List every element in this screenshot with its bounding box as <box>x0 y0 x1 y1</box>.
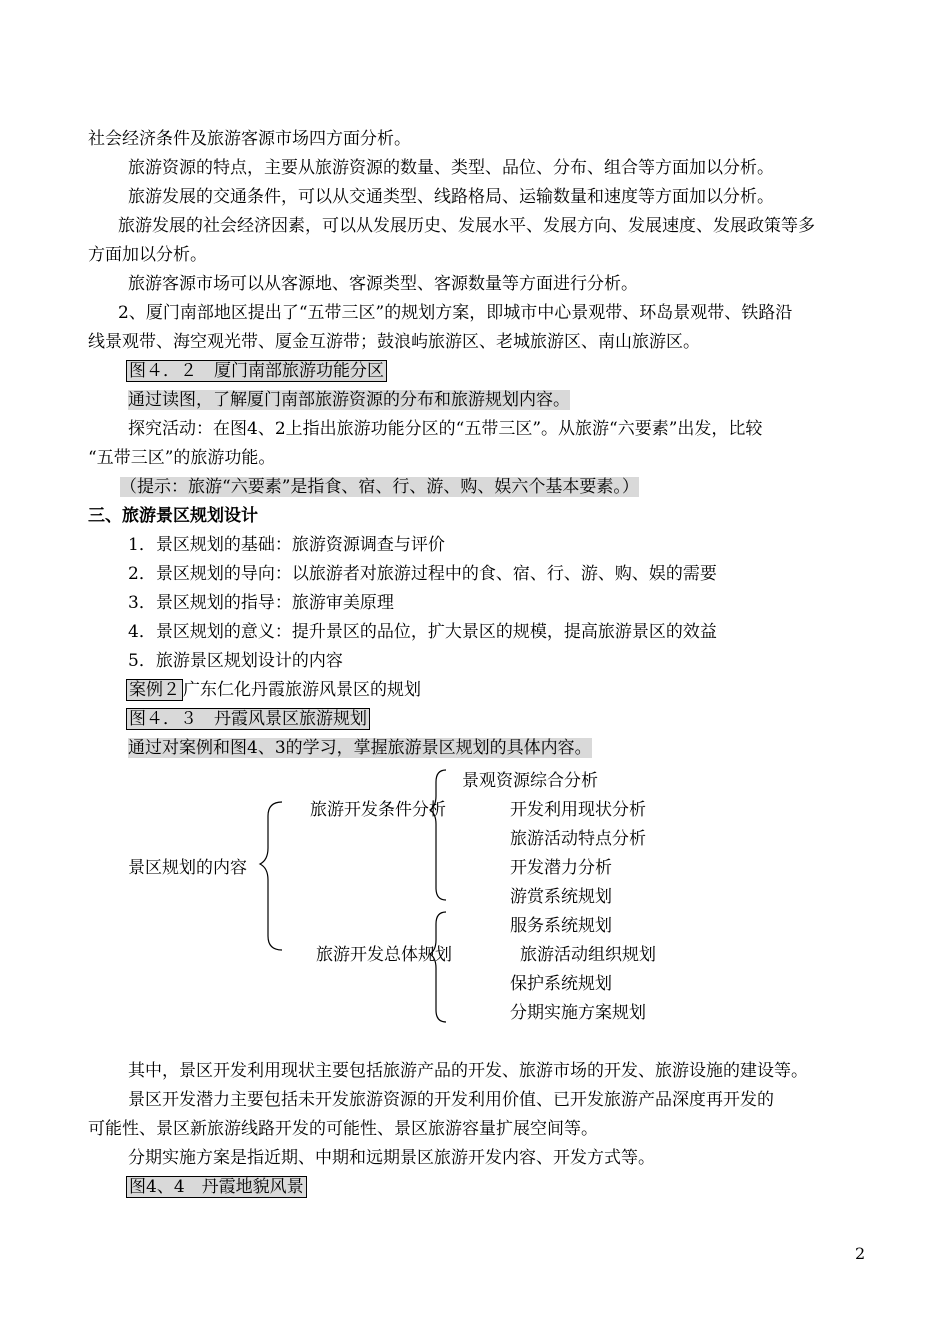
list-item: 2．景区规划的导向：以旅游者对旅游过程中的食、宿、行、游、购、娱的需要 <box>128 564 717 584</box>
figure-4-4-label: 图4、4 丹霞地貌风景 <box>126 1176 307 1198</box>
paragraph-text: 旅游客源市场可以从客源地、客源类型、客源数量等方面进行分析。 <box>128 274 638 294</box>
paragraph-text: 旅游发展的社会经济因素，可以从发展历史、发展水平、发展方向、发展速度、发展政策等多 <box>118 216 815 236</box>
paragraph-text: 2、厦门南部地区提出了“五带三区”的规划方案，即城市中心景观带、环岛景观带、铁路沿 <box>118 303 793 323</box>
section-heading: 三、旅游景区规划设计 <box>88 506 258 526</box>
paragraph-text: 可能性、景区新旅游线路开发的可能性、景区旅游容量扩展空间等。 <box>88 1119 598 1139</box>
hint-text: （提示：旅游“六要素”是指食、宿、行、游、购、娱六个基本要素。） <box>120 477 639 497</box>
paragraph-text: 旅游发展的交通条件，可以从交通类型、线路格局、运输数量和速度等方面加以分析。 <box>128 187 774 207</box>
root-brace <box>260 802 282 950</box>
paragraph-text: “五带三区”的旅游功能。 <box>88 448 276 468</box>
paragraph-text: 方面加以分析。 <box>88 245 207 265</box>
list-item: 1．景区规划的基础：旅游资源调查与评价 <box>128 535 445 555</box>
tree-leaf: 旅游活动组织规划 <box>520 945 656 965</box>
case-2-tag: 案例２ <box>126 679 183 701</box>
tree-leaf: 保护系统规划 <box>510 974 612 994</box>
list-item: 5．旅游景区规划设计的内容 <box>128 651 343 671</box>
figure-caption <box>126 1176 307 1198</box>
paragraph-text: 分期实施方案是指近期、中期和远期景区旅游开发内容、开发方式等。 <box>128 1148 655 1168</box>
tree-branch-conditions: 旅游开发条件分析 <box>310 800 446 820</box>
list-item: 4．景区规划的意义：提升景区的品位，扩大景区的规模，提高旅游景区的效益 <box>128 622 717 642</box>
reading-instruction: 通过读图，了解厦门南部旅游资源的分布和旅游规划内容。 <box>128 390 570 410</box>
tree-root: 景区规划的内容 <box>128 858 247 878</box>
figure-4-3-label: 图４．３ 丹霞风景区旅游规划 <box>126 708 370 730</box>
tree-leaf: 旅游活动特点分析 <box>510 829 646 849</box>
tree-leaf: 开发潜力分析 <box>510 858 612 878</box>
tree-leaf: 开发利用现状分析 <box>510 800 646 820</box>
tree-leaf: 服务系统规划 <box>510 916 612 936</box>
paragraph-text: 线景观带、海空观光带、厦金互游带；鼓浪屿旅游区、老城旅游区、南山旅游区。 <box>88 332 700 352</box>
branch2-brace <box>430 912 446 1022</box>
figure-4-2-label: 图４．２ 厦门南部旅游功能分区 <box>126 360 387 382</box>
tree-branch-master-plan: 旅游开发总体规划 <box>316 945 452 965</box>
list-item: 3．景区规划的指导：旅游审美原理 <box>128 593 394 613</box>
case-2-title: 广东仁化丹霞旅游风景区的规划 <box>183 680 421 700</box>
tree-leaf: 景观资源综合分析 <box>462 771 598 791</box>
paragraph-text: 景区开发潜力主要包括未开发旅游资源的开发利用价值、已开发旅游产品深度再开发的 <box>128 1090 774 1110</box>
page-number: 2 <box>855 1244 866 1263</box>
branch1-brace <box>430 770 446 900</box>
paragraph-text: 其中，景区开发利用现状主要包括旅游产品的开发、旅游市场的开发、旅游设施的建设等。 <box>128 1061 808 1081</box>
tree-leaf: 分期实施方案规划 <box>510 1003 646 1023</box>
paragraph-text: 探究活动：在图4、2上指出旅游功能分区的“五带三区”。从旅游“六要素”出发，比较 <box>128 419 763 439</box>
tree-leaf: 游赏系统规划 <box>510 887 612 907</box>
paragraph-text: 社会经济条件及旅游客源市场四方面分析。 <box>88 129 411 149</box>
study-instruction: 通过对案例和图4、3的学习，掌握旅游景区规划的具体内容。 <box>128 738 592 758</box>
paragraph-text: 旅游资源的特点，主要从旅游资源的数量、类型、品位、分布、组合等方面加以分析。 <box>128 158 774 178</box>
